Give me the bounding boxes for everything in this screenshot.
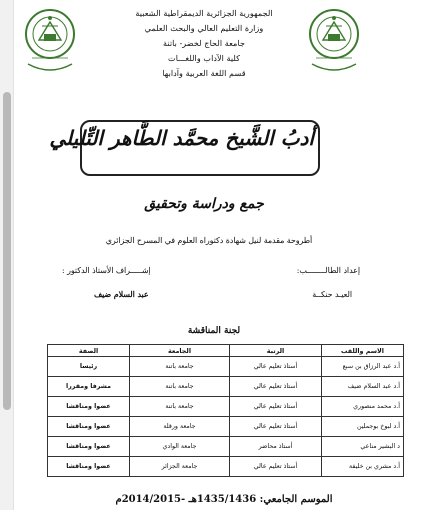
table-row	[48, 377, 404, 397]
member-university: جامعة باتنة	[130, 377, 230, 397]
member-rank: أستاذ تعليم عالي	[230, 417, 322, 437]
member-university: جامعة الوادي	[130, 437, 230, 457]
department-name: قسم اللغة العربية وآدابها	[162, 68, 246, 78]
member-rank: أستاذ محاضر	[230, 437, 322, 457]
member-role: عضوا ومناقشا	[48, 397, 130, 417]
column-header-rank: الرتبة	[230, 345, 322, 357]
table-row	[48, 437, 404, 457]
table-row	[48, 417, 404, 437]
member-role: عضوا ومناقشا	[48, 457, 130, 477]
member-university: جامعة ورقلة	[130, 417, 230, 437]
thesis-main-title: أدبُ الشَّيخ محمَّد الطَّاهر التِّليلي	[49, 126, 314, 150]
member-rank: أستاذ تعليم عالي	[230, 397, 322, 417]
member-university: جامعة الجزائر	[130, 457, 230, 477]
republic-name: الجمهورية الجزائرية الديمقراطية الشعبية	[135, 8, 273, 18]
column-header-university: الجامعة	[130, 345, 230, 357]
member-role: عضوا ومناقشا	[48, 437, 130, 457]
member-name: د البشير مناعي	[322, 437, 404, 457]
document-page	[14, 0, 430, 510]
academic-year: الموسم الجامعي: 1435/1436هـ -2014/2015م	[115, 494, 333, 505]
member-role: مشرفا ومقررا	[48, 377, 130, 397]
member-name: أ.د مشري بن خليفة	[322, 457, 404, 477]
member-university: جامعة باتنة	[130, 357, 230, 377]
thesis-description: أطروحة مقدمة لنيل شهادة دكتوراه العلوم في المسرح الجزائري	[105, 236, 313, 245]
member-rank: أستاذ تعليم عالي	[230, 457, 322, 477]
column-header-role: الصفة	[48, 345, 130, 357]
ministry-name: وزارة التعليم العالي والبحث العلمي	[144, 23, 264, 33]
committee-title: لجنة المناقشة	[187, 326, 241, 336]
member-rank: أستاذ تعليم عالي	[230, 377, 322, 397]
member-role: رئيسا	[48, 357, 130, 377]
member-name: أ.د محمد منصوري	[322, 397, 404, 417]
member-university: جامعة باتنة	[130, 397, 230, 417]
column-header-name: الاسم واللقب	[322, 345, 404, 357]
member-name: أ.د لبوخ بوجملين	[322, 417, 404, 437]
thesis-subtitle: جمع ودراسة وتحقيق	[144, 196, 264, 212]
member-rank: أستاذ تعليم عالي	[230, 357, 322, 377]
member-name: أ.د عبد السلام ضيف	[322, 377, 404, 397]
table-row	[48, 457, 404, 477]
university-seal-logo-left	[22, 4, 78, 76]
institution-header	[104, 6, 304, 81]
committee-table-body	[48, 357, 404, 477]
supervisor-name: عبد السلام ضيف	[94, 290, 149, 299]
member-role: عضوا ومناقشا	[48, 417, 130, 437]
university-seal-logo-right	[306, 4, 362, 76]
table-row	[48, 357, 404, 377]
faculty-name: كلية الآداب واللغـــات	[167, 53, 241, 63]
scrollbar-thumb[interactable]	[3, 92, 11, 410]
student-label: إعداد الطالــــــــب:	[296, 266, 360, 275]
supervisor-label: إشـــــراف الأستاذ الدكتور :	[62, 266, 151, 275]
table-row	[48, 397, 404, 417]
student-name: العيـد حنكــة	[312, 290, 352, 299]
table-header-row	[48, 345, 404, 357]
member-name: أ.د عبد الرزاق بن سبع	[322, 357, 404, 377]
committee-table	[47, 344, 404, 477]
vertical-scrollbar[interactable]	[0, 0, 14, 510]
university-name: جامعة الحاج لخضر- باتنة	[163, 38, 245, 48]
